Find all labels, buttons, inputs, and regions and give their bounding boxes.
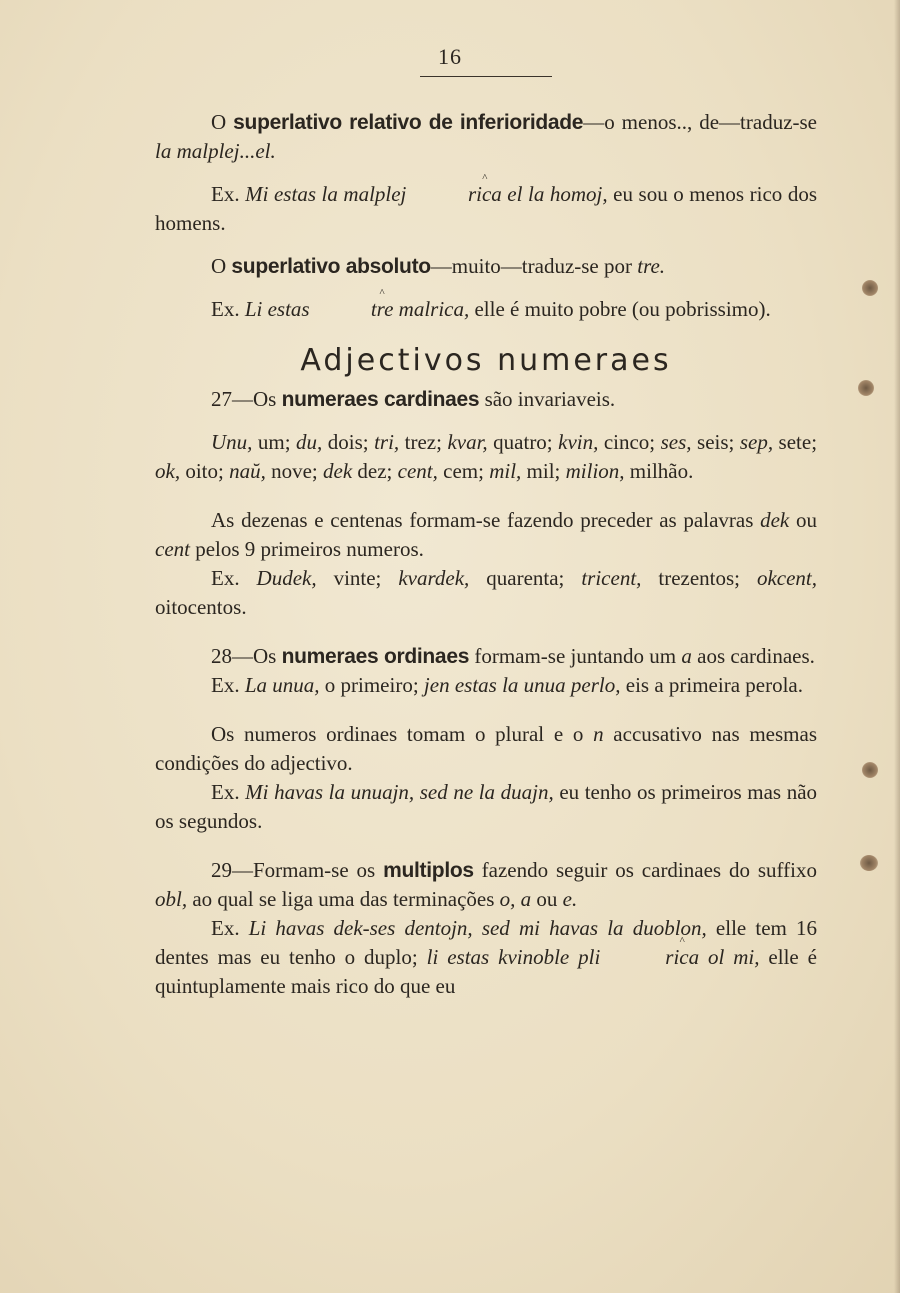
paragraph-example-5: Ex. Mi havas la unuajn, sed ne la duajn, eu tenho os primeiros mas não os segundos.	[155, 780, 818, 833]
paragraph-example-3: Ex. Dudek, vinte; kvardek, quarenta; tricent, trezentos; okcent, oitocentos.	[155, 566, 818, 619]
paragraph-cardinal-list: Unu, um; du, dois; tri, trez; kvar, quatro; kvin, cinco; ses, seis; sep, sete; ok, oito; naŭ, nove; dek dez; cent, cem; mil, mil; milion, milhão.	[155, 430, 818, 483]
page-body	[155, 108, 817, 1001]
paragraph-cardinals: 27—Os numeraes cardinaes são invariaveis.	[211, 387, 616, 411]
paragraph-ordinals: 28—Os numeraes ordinaes formam-se juntando um a aos cardinaes.	[211, 644, 815, 668]
paragraph-example-4: Ex. La unua, o primeiro; jen estas la unua perlo, eis a primeira perola.	[211, 673, 803, 697]
paragraph-multiples: 29—Formam-se os multiplos fazendo seguir os cardinaes do suffixo obl, ao qual se liga uma das terminações o, a ou e.	[155, 858, 817, 911]
ink-blot-mark	[862, 280, 878, 296]
ink-blot-mark	[858, 380, 874, 396]
page-number: 16	[438, 44, 462, 69]
paragraph-superlative-relative: O superlativo relativo de inferioridade—o menos.., de—traduz-se la malplej...el.	[155, 110, 817, 163]
paragraph-superlative-absolute: O superlativo absoluto—muito—traduz-se por tre.	[211, 254, 666, 278]
paragraph-example-6: Ex. Li havas dek-ses dentojn, sed mi havas la duoblon, elle tem 16 dentes mas eu tenho o duplo; li estas kvinoble pli ^ rica ol mi, elle é quintuplamente mais rico do que eu	[155, 914, 817, 1001]
paragraph-tens-hundreds: As dezenas e centenas formam-se fazendo preceder as palavras dek ou cent pelos 9 primeiros numeros.	[155, 508, 817, 561]
page-edge-shadow	[894, 0, 900, 1293]
header-rule	[420, 76, 552, 77]
section-heading: Adjectivos numeraes	[300, 343, 672, 378]
paragraph-example-2: Ex. Li estas ^ tre malrica, elle é muito pobre (ou pobrissimo).	[155, 295, 817, 324]
paragraph-example-1: Ex. Mi estas la malplej ^ rica el la homoj, eu sou o menos rico dos homens.	[155, 180, 817, 238]
paragraph-ordinal-plural: Os numeros ordinaes tomam o plural e o n accusativo nas mesmas condições do adjectivo.	[155, 722, 817, 775]
ink-blot-mark	[862, 762, 878, 778]
ink-blot-mark	[860, 855, 878, 871]
